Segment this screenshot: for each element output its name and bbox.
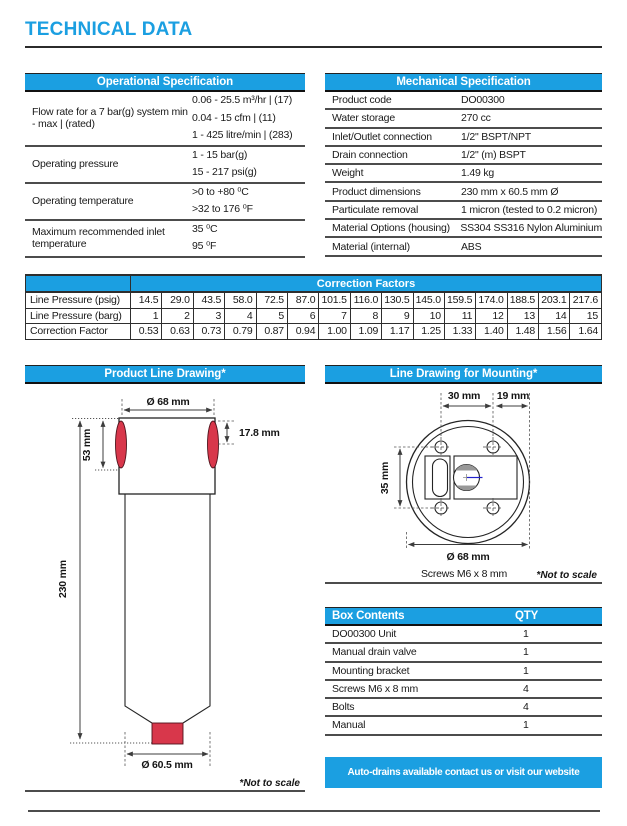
correction-value: 14.5 bbox=[131, 292, 162, 308]
correction-value: 15 bbox=[570, 308, 602, 324]
spec-row-label: Operating temperature bbox=[32, 194, 134, 207]
box-contents-row bbox=[325, 626, 602, 644]
correction-value: 188.5 bbox=[507, 292, 538, 308]
bracket-slot bbox=[433, 459, 448, 497]
mechanical-spec-row bbox=[325, 183, 602, 201]
box-item-name: Screws M6 x 8 mm bbox=[332, 682, 419, 695]
mounting-line-drawing bbox=[325, 384, 602, 582]
correction-row-label: Correction Factor bbox=[26, 324, 131, 340]
product-not-to-scale-note: *Not to scale bbox=[239, 778, 300, 789]
flange-diameter-label: Ø 68 mm bbox=[446, 551, 490, 563]
correction-factors-table bbox=[25, 274, 602, 340]
inlet-port bbox=[116, 421, 127, 468]
correction-factors-blank-cell bbox=[26, 275, 131, 292]
product-drawing-header: Product Line Drawing* bbox=[25, 365, 305, 384]
row-spacing-label: 35 mm bbox=[379, 461, 391, 495]
correction-value: 0.73 bbox=[193, 324, 224, 340]
mechanical-spec-row bbox=[325, 202, 602, 220]
box-contents-row bbox=[325, 644, 602, 662]
correction-value: 0.53 bbox=[131, 324, 162, 340]
correction-factors-row bbox=[26, 292, 602, 308]
correction-value: 1.09 bbox=[350, 324, 381, 340]
correction-value: 58.0 bbox=[225, 292, 256, 308]
spec-value: 1 - 425 litre/min | (283) bbox=[192, 129, 293, 141]
correction-value: 7 bbox=[319, 308, 350, 324]
correction-value: 159.5 bbox=[444, 292, 475, 308]
mechanical-spec-row bbox=[325, 92, 602, 110]
correction-row-label: Line Pressure (barg) bbox=[26, 308, 131, 324]
correction-value: 4 bbox=[225, 308, 256, 324]
mechanical-spec-row bbox=[325, 220, 602, 238]
correction-value: 6 bbox=[287, 308, 318, 324]
correction-value: 1.56 bbox=[539, 324, 570, 340]
correction-value: 9 bbox=[382, 308, 413, 324]
correction-value: 130.5 bbox=[382, 292, 413, 308]
correction-value: 13 bbox=[507, 308, 538, 324]
box-contents-row bbox=[325, 717, 602, 735]
product-line-drawing-section bbox=[25, 365, 305, 792]
correction-value: 1.33 bbox=[444, 324, 475, 340]
correction-value: 1.64 bbox=[570, 324, 602, 340]
box-contents-row bbox=[325, 681, 602, 699]
outlet-port bbox=[208, 421, 219, 468]
correction-value: 72.5 bbox=[256, 292, 287, 308]
mechanical-spec-row bbox=[325, 110, 602, 128]
spec-value: 1/2" BSPT/NPT bbox=[461, 130, 531, 143]
box-contents-row bbox=[325, 699, 602, 717]
correction-factors-row bbox=[26, 324, 602, 340]
correction-value: 0.63 bbox=[162, 324, 193, 340]
correction-factors-header-row bbox=[26, 275, 602, 292]
mechanical-spec-row bbox=[325, 147, 602, 165]
box-contents-body bbox=[325, 626, 602, 736]
correction-value: 217.6 bbox=[570, 292, 602, 308]
correction-value: 3 bbox=[193, 308, 224, 324]
spec-value: 1/2" (m) BSPT bbox=[461, 149, 526, 162]
total-height-label: 230 mm bbox=[57, 560, 69, 598]
correction-value: 1 bbox=[131, 308, 162, 324]
spec-row-label: Weight bbox=[332, 167, 364, 180]
correction-value: 1.25 bbox=[413, 324, 444, 340]
correction-value: 10 bbox=[413, 308, 444, 324]
correction-row-label: Line Pressure (psig) bbox=[26, 292, 131, 308]
box-item-qty: 1 bbox=[523, 719, 529, 732]
mechanical-spec-header: Mechanical Specification bbox=[325, 73, 602, 92]
spec-value: 1.49 kg bbox=[461, 167, 495, 180]
correction-value: 1.48 bbox=[507, 324, 538, 340]
bottom-diameter-label: Ø 60.5 mm bbox=[141, 759, 193, 771]
port-height-label: 17.8 mm bbox=[239, 427, 280, 439]
correction-value: 12 bbox=[476, 308, 507, 324]
mechanical-spec-row bbox=[325, 165, 602, 183]
box-contents-table bbox=[325, 607, 602, 736]
spec-value: DO00300 bbox=[461, 94, 505, 107]
filter-bowl-outline bbox=[125, 494, 210, 723]
mounting-drawing-header: Line Drawing for Mounting* bbox=[325, 365, 602, 384]
auto-drains-banner: Auto-drains available contact us or visit our website bbox=[325, 757, 602, 788]
hole-spacing-label: 30 mm bbox=[447, 390, 481, 402]
spec-value: 0.04 - 15 cfm | (11) bbox=[192, 111, 276, 124]
mounting-drawing-section bbox=[325, 365, 602, 584]
correction-value: 174.0 bbox=[476, 292, 507, 308]
spec-value: 270 cc bbox=[461, 112, 491, 125]
head-height-label: 53 mm bbox=[81, 428, 93, 462]
spec-row-label: Operating pressure bbox=[32, 157, 119, 170]
operational-spec-table bbox=[25, 73, 305, 258]
operational-spec-body bbox=[25, 92, 305, 258]
spec-row-values bbox=[192, 184, 305, 219]
spec-value: 15 - 217 psi(g) bbox=[192, 166, 257, 178]
spec-row-label: Material Options (housing) bbox=[332, 222, 450, 235]
spec-row-label: Product dimensions bbox=[332, 185, 421, 198]
correction-value: 101.5 bbox=[319, 292, 350, 308]
correction-value: 0.79 bbox=[225, 324, 256, 340]
operational-spec-row bbox=[25, 92, 305, 147]
spec-row-label: Material (internal) bbox=[332, 240, 410, 253]
box-item-qty: 1 bbox=[523, 664, 529, 677]
correction-value: 11 bbox=[444, 308, 475, 324]
correction-value: 0.87 bbox=[256, 324, 287, 340]
operational-spec-row bbox=[25, 184, 305, 221]
box-item-name: Manual drain valve bbox=[332, 646, 417, 659]
box-item-qty: 1 bbox=[523, 628, 529, 640]
drain-valve bbox=[152, 723, 183, 744]
qty-header: QTY bbox=[515, 610, 539, 622]
spec-value: 95 ⁰F bbox=[192, 240, 217, 252]
correction-value: 43.5 bbox=[193, 292, 224, 308]
mechanical-spec-row bbox=[325, 129, 602, 147]
spec-row-label: Maximum recommended inlet temperature bbox=[32, 225, 165, 250]
spec-row-label: Particulate removal bbox=[332, 203, 419, 216]
correction-value: 29.0 bbox=[162, 292, 193, 308]
spec-value: >32 to 176 ⁰F bbox=[192, 203, 253, 215]
box-item-name: Manual bbox=[332, 719, 366, 732]
spec-row-values bbox=[192, 221, 305, 256]
box-item-qty: 4 bbox=[523, 682, 529, 695]
mounting-not-to-scale-note: *Not to scale bbox=[536, 570, 597, 581]
top-diameter-label: Ø 68 mm bbox=[146, 396, 190, 408]
operational-spec-row bbox=[25, 221, 305, 258]
correction-value: 5 bbox=[256, 308, 287, 324]
correction-value: 1.00 bbox=[319, 324, 350, 340]
spec-row-label: Flow rate for a 7 bar(g) system min - max | (rated) bbox=[32, 105, 188, 131]
page-title: TECHNICAL DATA bbox=[25, 19, 193, 40]
correction-value: 2 bbox=[162, 308, 193, 324]
spec-row-values bbox=[192, 92, 305, 145]
spec-value: 35 ⁰C bbox=[192, 222, 218, 235]
spec-value: ABS bbox=[461, 240, 482, 253]
correction-value: 14 bbox=[539, 308, 570, 324]
spec-row-values bbox=[192, 147, 305, 182]
box-item-name: DO00300 Unit bbox=[332, 628, 397, 640]
head-dim-extension-lines bbox=[72, 419, 119, 471]
correction-value: 145.0 bbox=[413, 292, 444, 308]
filter-head-outline bbox=[119, 418, 215, 494]
footer-divider bbox=[28, 810, 600, 812]
correction-factors-title: Correction Factors bbox=[131, 275, 602, 292]
correction-value: 87.0 bbox=[287, 292, 318, 308]
spec-value: 230 mm x 60.5 mm Ø bbox=[461, 185, 559, 198]
box-contents-row bbox=[325, 663, 602, 681]
box-item-qty: 1 bbox=[523, 646, 529, 659]
edge-offset-label: 19 mm bbox=[496, 390, 530, 402]
box-contents-header-row bbox=[325, 607, 602, 626]
correction-factors-row bbox=[26, 308, 602, 324]
correction-value: 8 bbox=[350, 308, 381, 324]
product-line-drawing bbox=[25, 384, 305, 790]
spec-row-label: Water storage bbox=[332, 112, 395, 125]
operational-spec-header: Operational Specification bbox=[25, 73, 305, 92]
mechanical-spec-table bbox=[325, 73, 602, 257]
operational-spec-row bbox=[25, 147, 305, 184]
correction-value: 1.40 bbox=[476, 324, 507, 340]
box-item-qty: 4 bbox=[523, 701, 529, 714]
spec-row-label: Inlet/Outlet connection bbox=[332, 130, 432, 143]
mechanical-spec-row bbox=[325, 238, 602, 256]
title-divider bbox=[25, 46, 602, 48]
spec-value: SS304 SS316 Nylon Aluminium bbox=[460, 222, 602, 235]
screws-caption: Screws M6 x 8 mm bbox=[420, 568, 508, 580]
box-item-name: Mounting bracket bbox=[332, 664, 410, 677]
correction-value: 0.94 bbox=[287, 324, 318, 340]
spec-value: 1 - 15 bar(g) bbox=[192, 148, 248, 161]
mechanical-spec-body bbox=[325, 92, 602, 257]
spec-row-label: Drain connection bbox=[332, 149, 408, 162]
spec-row-label: Product code bbox=[332, 94, 392, 107]
correction-value: 203.1 bbox=[539, 292, 570, 308]
spec-value: >0 to +80 ⁰C bbox=[192, 185, 249, 198]
correction-value: 1.17 bbox=[382, 324, 413, 340]
spec-value: 1 micron (tested to 0.2 micron) bbox=[461, 203, 598, 216]
box-contents-header: Box Contents bbox=[332, 610, 405, 622]
box-item-name: Bolts bbox=[332, 701, 355, 714]
correction-value: 116.0 bbox=[350, 292, 381, 308]
spec-value: 0.06 - 25.5 m³/hr | (17) bbox=[192, 94, 293, 106]
